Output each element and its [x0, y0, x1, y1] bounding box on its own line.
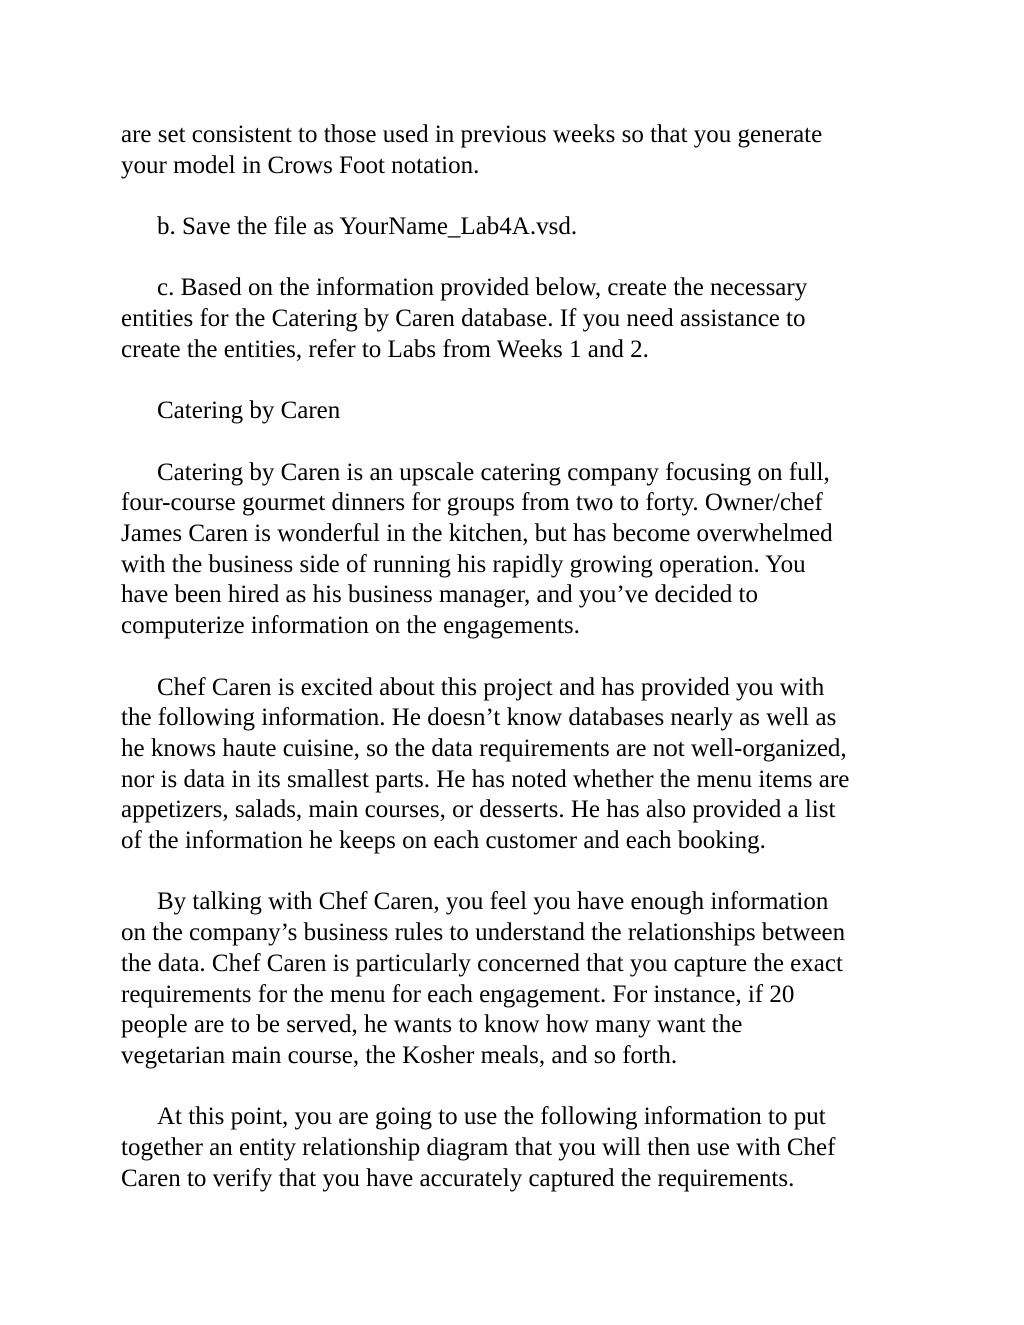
text-line: he knows haute cuisine, so the data requirements are not well-organized, — [121, 734, 847, 762]
text-line: create the entities, refer to Labs from Weeks 1 and 2. — [121, 335, 649, 363]
text-line: nor is data in its smallest parts. He has noted whether the menu items are — [121, 765, 850, 793]
paragraph-step-c — [121, 273, 911, 365]
paragraph-continuation — [121, 120, 911, 181]
text-line: appetizers, salads, main courses, or desserts. He has also provided a list — [121, 796, 836, 824]
paragraph-requirements — [121, 673, 911, 857]
paragraph-step-b — [121, 212, 911, 243]
section-heading — [121, 396, 911, 427]
text-line: the data. Chef Caren is particularly concerned that you capture the exact — [121, 949, 843, 977]
text-line: are set consistent to those used in previous weeks so that you generate — [121, 121, 823, 148]
paragraph-intro — [121, 458, 911, 642]
text-line: By talking with Chef Caren, you feel you have enough information — [157, 888, 829, 916]
text-line: Catering by Caren is an upscale catering company focusing on full, — [157, 458, 830, 486]
text-line: the following information. He doesn’t know databases nearly as well as — [121, 704, 837, 732]
text-line: c. Based on the information provided below, create the necessary — [157, 274, 808, 302]
paragraph-conclusion — [121, 1102, 911, 1194]
heading-text: Catering by Caren — [157, 397, 341, 425]
text-line: requirements for the menu for each engagement. For instance, if 20 — [121, 980, 795, 1008]
text-line: computerize information on the engagements. — [121, 612, 580, 640]
text-line: your model in Crows Foot notation. — [121, 151, 480, 179]
text-line: four-course gourmet dinners for groups from two to forty. Owner/chef — [121, 489, 823, 517]
text-line: with the business side of running his rapidly growing operation. You — [121, 550, 806, 578]
document-page — [121, 120, 911, 1225]
text-line: people are to be served, he wants to know how many want the — [121, 1011, 743, 1039]
text-line: Chef Caren is excited about this project and has provided you with — [157, 673, 825, 701]
text-line: b. Save the file as YourName_Lab4A.vsd. — [157, 213, 578, 241]
text-line: James Caren is wonderful in the kitchen, but has become overwhelmed — [121, 520, 833, 548]
text-line: have been hired as his business manager, and you’ve decided to — [121, 581, 758, 609]
text-line: together an entity relationship diagram that you will then use with Chef — [121, 1134, 836, 1162]
text-line: vegetarian main course, the Kosher meals, and so forth. — [121, 1042, 678, 1069]
text-line: Caren to verify that you have accurately captured the requirements. — [121, 1164, 795, 1192]
text-line: entities for the Catering by Caren database. If you need assistance to — [121, 305, 806, 333]
text-line: of the information he keeps on each customer and each booking. — [121, 827, 766, 855]
paragraph-business-rules — [121, 887, 911, 1071]
text-line: on the company’s business rules to understand the relationships between — [121, 919, 846, 947]
text-line: At this point, you are going to use the following information to put — [157, 1103, 826, 1131]
